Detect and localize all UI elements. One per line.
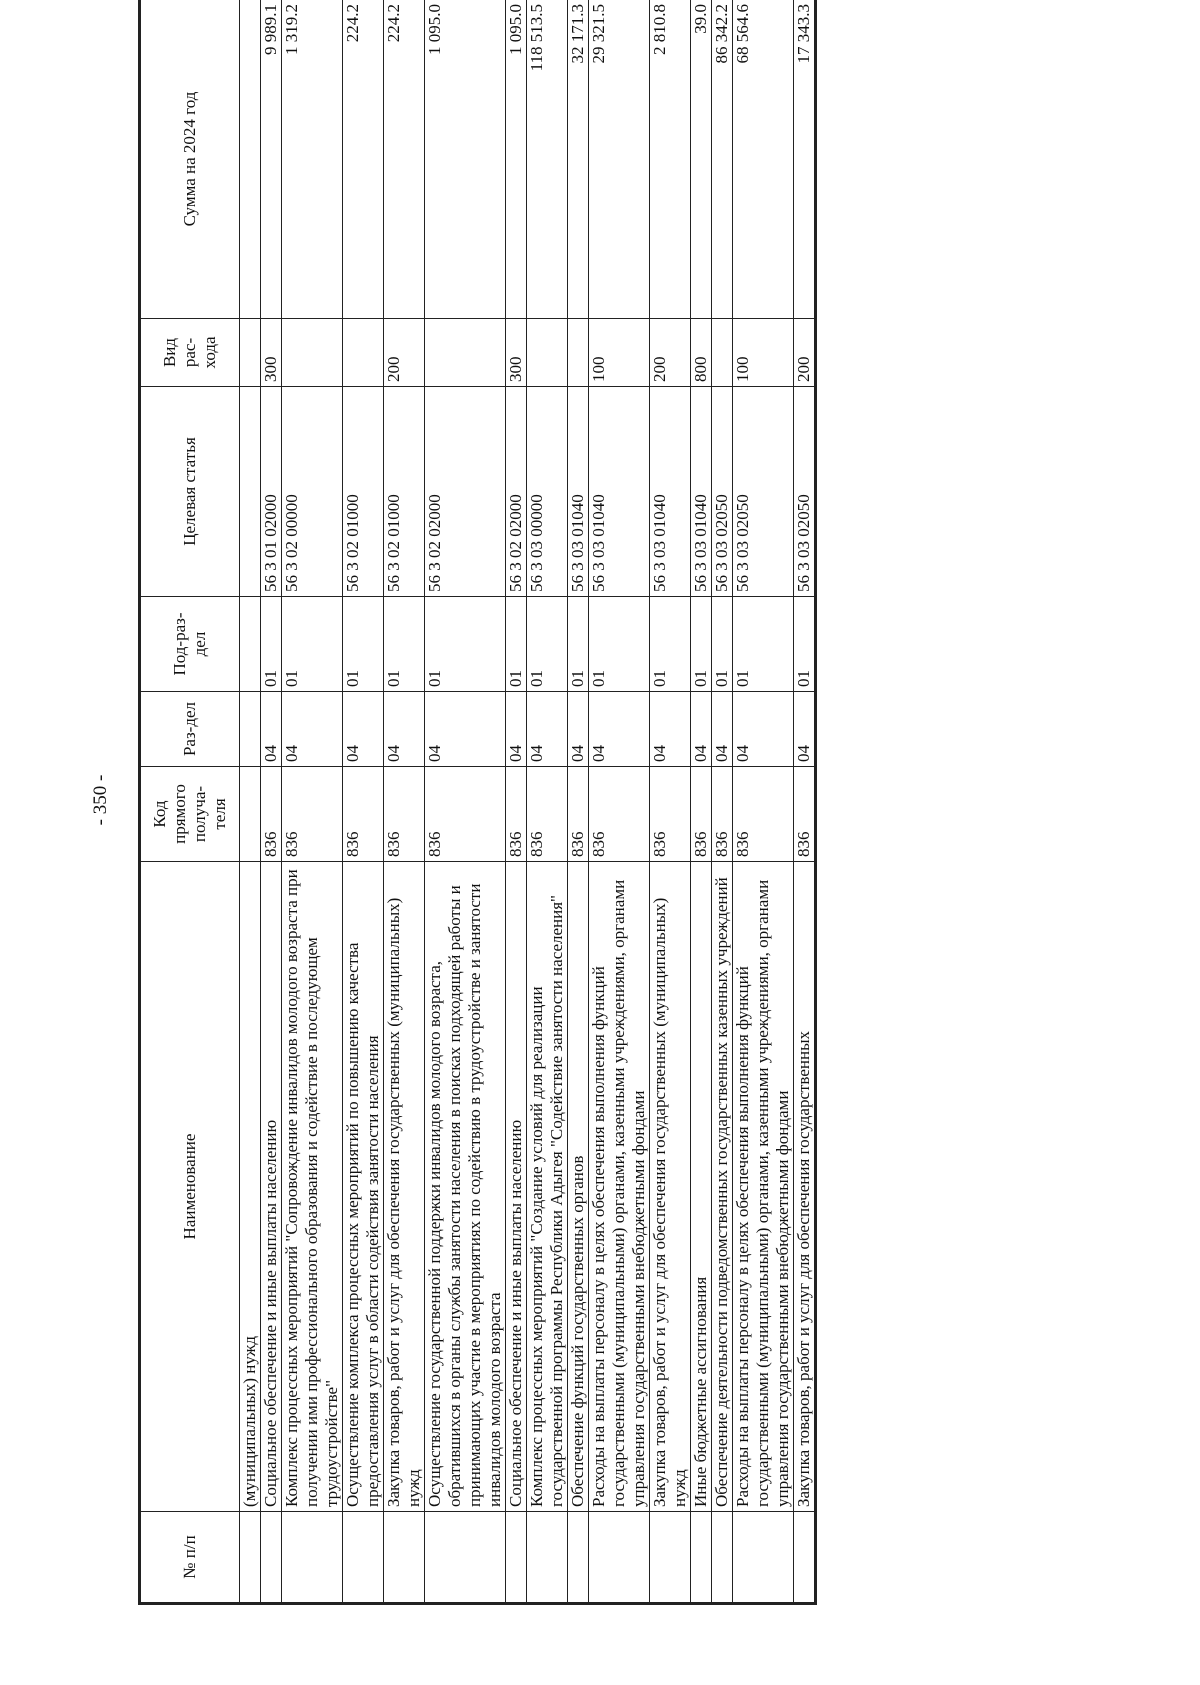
row-target-cell: [240, 387, 261, 597]
row-target-cell: 56 3 03 01040: [589, 387, 650, 597]
header-razdel: Раз-дел: [140, 692, 240, 767]
header-podrazdel: Под-раз-дел: [140, 597, 240, 692]
row-code-cell: 836: [733, 767, 794, 862]
row-target-cell: 56 3 03 01040: [691, 387, 712, 597]
row-target-cell: 56 3 03 00000: [527, 387, 568, 597]
row-razdel-cell: 04: [384, 692, 425, 767]
row-code-cell: 836: [343, 767, 384, 862]
row-num-cell: [733, 1512, 794, 1604]
row-code-cell: 836: [425, 767, 506, 862]
row-target-cell: 56 3 03 02050: [794, 387, 816, 597]
row-target-cell: 56 3 02 00000: [282, 387, 343, 597]
row-sum-cell: 9 989.1: [261, 0, 282, 319]
table-row: [261, 0, 282, 1604]
row-razdel-cell: [240, 692, 261, 767]
row-vid-cell: 800: [691, 319, 712, 387]
table-row: [425, 0, 506, 1604]
page-number: - 350 -: [90, 774, 111, 826]
row-vid-cell: 300: [506, 319, 527, 387]
row-name-cell: Закупка товаров, работ и услуг для обеспечения государственных: [794, 862, 816, 1512]
row-sum-cell: 17 343.3: [794, 0, 816, 319]
row-name-cell: Расходы на выплаты персоналу в целях обеспечения выполнения функций государственными (муниципальными) органами, казенными учреждениями, органами управления государственными внебюджетными фондами: [589, 862, 650, 1512]
row-name-cell: Социальное обеспечение и иные выплаты населению: [261, 862, 282, 1512]
row-sum-cell: [240, 0, 261, 319]
row-target-cell: 56 3 02 01000: [343, 387, 384, 597]
row-name-cell: Обеспечение деятельности подведомственных государственных казенных учреждений: [712, 862, 733, 1512]
row-name-cell: Комплекс процессных мероприятий "Сопровождение инвалидов молодого возраста при получении ими профессионального образования и содействие в последующем трудоустройстве": [282, 862, 343, 1512]
row-razdel-cell: 04: [343, 692, 384, 767]
row-razdel-cell: 04: [568, 692, 589, 767]
row-num-cell: [691, 1512, 712, 1604]
row-code-cell: 836: [506, 767, 527, 862]
row-sum-cell: 1 095.0: [425, 0, 506, 319]
row-vid-cell: 200: [650, 319, 691, 387]
row-num-cell: [282, 1512, 343, 1604]
row-target-cell: 56 3 02 02000: [425, 387, 506, 597]
row-code-cell: 836: [568, 767, 589, 862]
row-razdel-cell: 04: [794, 692, 816, 767]
header-sum: Сумма на 2024 год: [140, 0, 240, 319]
row-name-cell: Комплекс процессных мероприятий "Создание условий для реализации государственной программы Республики Адыгея "Содействие занятости населения": [527, 862, 568, 1512]
row-sum-cell: 224.2: [384, 0, 425, 319]
row-podrazdel-cell: 01: [733, 597, 794, 692]
table-header-row: [140, 0, 240, 1604]
row-sum-cell: 32 171.3: [568, 0, 589, 319]
row-num-cell: [425, 1512, 506, 1604]
header-num: № п/п: [140, 1512, 240, 1604]
row-code-cell: 836: [712, 767, 733, 862]
row-vid-cell: [527, 319, 568, 387]
row-podrazdel-cell: 01: [527, 597, 568, 692]
table-row: [712, 0, 733, 1604]
row-code-cell: 836: [650, 767, 691, 862]
row-podrazdel-cell: 01: [712, 597, 733, 692]
row-sum-cell: 2 810.8: [650, 0, 691, 319]
row-target-cell: 56 3 02 01000: [384, 387, 425, 597]
row-podrazdel-cell: 01: [384, 597, 425, 692]
row-sum-cell: 39.0: [691, 0, 712, 319]
row-target-cell: 56 3 03 01040: [650, 387, 691, 597]
row-sum-cell: 29 321.5: [589, 0, 650, 319]
row-vid-cell: [240, 319, 261, 387]
row-name-cell: Расходы на выплаты персоналу в целях обеспечения выполнения функций государственными (муниципальными) органами, казенными учреждениями, органами управления государственными внебюджетными фондами: [733, 862, 794, 1512]
row-razdel-cell: 04: [712, 692, 733, 767]
table-row: [384, 0, 425, 1604]
row-num-cell: [527, 1512, 568, 1604]
row-code-cell: 836: [384, 767, 425, 862]
row-podrazdel-cell: 01: [589, 597, 650, 692]
row-num-cell: [506, 1512, 527, 1604]
row-razdel-cell: 04: [261, 692, 282, 767]
header-code: Код прямого получа-теля: [140, 767, 240, 862]
row-code-cell: 836: [527, 767, 568, 862]
row-razdel-cell: 04: [691, 692, 712, 767]
row-razdel-cell: 04: [506, 692, 527, 767]
header-vid: Вид рас-хода: [140, 319, 240, 387]
table-row: [343, 0, 384, 1604]
table-row: [506, 0, 527, 1604]
row-target-cell: 56 3 03 02050: [733, 387, 794, 597]
row-razdel-cell: 04: [425, 692, 506, 767]
row-target-cell: 56 3 03 02050: [712, 387, 733, 597]
row-podrazdel-cell: 01: [425, 597, 506, 692]
row-num-cell: [240, 1512, 261, 1604]
row-num-cell: [568, 1512, 589, 1604]
row-num-cell: [384, 1512, 425, 1604]
table-row: [527, 0, 568, 1604]
row-vid-cell: [425, 319, 506, 387]
row-name-cell: Закупка товаров, работ и услуг для обеспечения государственных (муниципальных) нужд: [650, 862, 691, 1512]
row-razdel-cell: 04: [650, 692, 691, 767]
row-target-cell: 56 3 03 01040: [568, 387, 589, 597]
row-name-cell: (муниципальных) нужд: [240, 862, 261, 1512]
header-name: Наименование: [140, 862, 240, 1512]
row-code-cell: 836: [794, 767, 816, 862]
row-num-cell: [650, 1512, 691, 1604]
table-row: [282, 0, 343, 1604]
budget-table-rotated: [138, 0, 972, 1605]
row-code-cell: 836: [282, 767, 343, 862]
table-row: [733, 0, 794, 1604]
row-vid-cell: 100: [589, 319, 650, 387]
row-podrazdel-cell: [240, 597, 261, 692]
row-num-cell: [261, 1512, 282, 1604]
row-vid-cell: [343, 319, 384, 387]
table-row: [650, 0, 691, 1604]
row-sum-cell: 1 319.2: [282, 0, 343, 319]
row-num-cell: [343, 1512, 384, 1604]
row-podrazdel-cell: 01: [568, 597, 589, 692]
row-razdel-cell: 04: [733, 692, 794, 767]
table-row: [240, 0, 261, 1604]
table-body: [240, 0, 816, 1604]
table-row: [691, 0, 712, 1604]
row-name-cell: Иные бюджетные ассигнования: [691, 862, 712, 1512]
row-podrazdel-cell: 01: [282, 597, 343, 692]
row-sum-cell: 1 095.0: [506, 0, 527, 319]
row-name-cell: Обеспечение функций государственных органов: [568, 862, 589, 1512]
row-name-cell: Закупка товаров, работ и услуг для обеспечения государственных (муниципальных) нужд: [384, 862, 425, 1512]
row-name-cell: Осуществление комплекса процессных мероприятий по повышению качества предоставления услуг в области содействия занятости населения: [343, 862, 384, 1512]
row-sum-cell: 118 513.5: [527, 0, 568, 319]
row-razdel-cell: 04: [589, 692, 650, 767]
row-podrazdel-cell: 01: [794, 597, 816, 692]
row-sum-cell: 86 342.2: [712, 0, 733, 319]
row-podrazdel-cell: 01: [650, 597, 691, 692]
row-podrazdel-cell: 01: [506, 597, 527, 692]
row-code-cell: 836: [261, 767, 282, 862]
row-num-cell: [589, 1512, 650, 1604]
row-razdel-cell: 04: [527, 692, 568, 767]
row-sum-cell: 224.2: [343, 0, 384, 319]
table-row: [568, 0, 589, 1604]
row-num-cell: [794, 1512, 816, 1604]
row-vid-cell: 200: [794, 319, 816, 387]
row-sum-cell: 68 564.6: [733, 0, 794, 319]
row-name-cell: Социальное обеспечение и иные выплаты населению: [506, 862, 527, 1512]
row-code-cell: [240, 767, 261, 862]
table-row: [794, 0, 816, 1604]
row-vid-cell: [282, 319, 343, 387]
row-num-cell: [712, 1512, 733, 1604]
row-vid-cell: 100: [733, 319, 794, 387]
row-code-cell: 836: [589, 767, 650, 862]
header-target: Целевая статья: [140, 387, 240, 597]
row-target-cell: 56 3 01 02000: [261, 387, 282, 597]
row-vid-cell: [712, 319, 733, 387]
row-code-cell: 836: [691, 767, 712, 862]
row-razdel-cell: 04: [282, 692, 343, 767]
table-row: [589, 0, 650, 1604]
row-vid-cell: [568, 319, 589, 387]
budget-table: [138, 0, 817, 1605]
row-name-cell: Осуществление государственной поддержки инвалидов молодого возраста, обратившихся в органы службы занятости населения в поисках подходящей работы и принимающих участие в мероприятиях по содействию в трудоустройстве и занятости инвалидов молодого возраста: [425, 862, 506, 1512]
row-podrazdel-cell: 01: [343, 597, 384, 692]
row-target-cell: 56 3 02 02000: [506, 387, 527, 597]
row-vid-cell: 200: [384, 319, 425, 387]
row-podrazdel-cell: 01: [261, 597, 282, 692]
row-podrazdel-cell: 01: [691, 597, 712, 692]
row-vid-cell: 300: [261, 319, 282, 387]
